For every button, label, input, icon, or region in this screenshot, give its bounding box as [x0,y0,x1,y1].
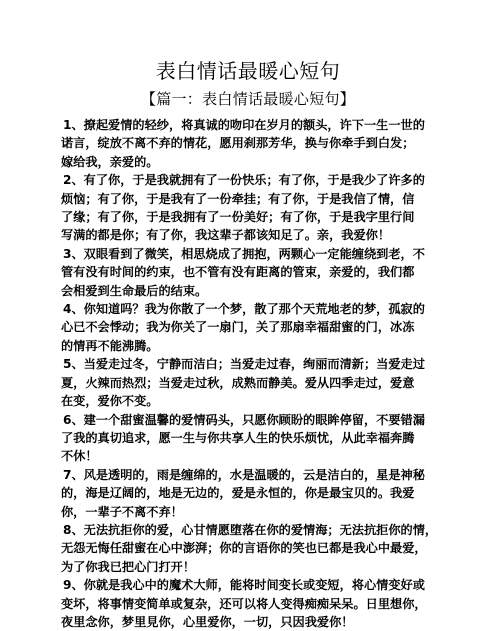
paragraph [61,355,439,410]
paragraph-line: 无怨无悔任甜蜜在心中澎湃；你的言语你的笑也已都是我心中最爱， [61,541,427,556]
paragraph-line: 了缘；有了你，于是我拥有了一份美好；有了你，于是我字里行间 [61,210,415,225]
paragraph [61,521,439,576]
section-heading: 【篇一：表白情话最暖心短句】 [140,90,356,108]
paragraph-line: 夏，火辣而热烈；当爱走过秋，成熟而静美。爱从四季走过，爱意 [61,375,415,390]
paragraph-line: 9、你就是我心中的魔术大师，能将时间变长或变短，将心情变好或 [63,578,425,593]
paragraph-line: 诺言，绽放不离不弃的情花，愿用刹那芳华，换与你牵手到白发； [61,136,415,151]
document-body [61,116,439,631]
paragraph [61,300,439,355]
paragraph-line: 烦恼；有了你，于是我有了一份牵挂；有了你，于是我信了情，信 [61,191,415,206]
document-title: 表白情话最暖心短句 [155,59,341,83]
paragraph-line: 了我的真切追求，愿一生与你共享人生的快乐烦忧，从此幸福奔腾 [61,430,415,445]
paragraph-line: 的，海是辽阔的，地是无边的，爱是永恒的，你是最宝贝的。我爱 [61,486,415,501]
paragraph-line: 1、撩起爱情的轻纱，将真诚的吻印在岁月的额头，许下一生一世的 [63,118,425,132]
paragraph-line: 5、当爱走过冬，宁静而洁白；当爱走过春，绚丽而清新；当爱走过 [63,357,425,372]
paragraph-line: 不休！ [61,449,98,464]
paragraph-line: 心已不会悸动；我为你关了一扇门，关了那扇幸福甜蜜的门，冰冻 [61,320,415,335]
paragraph-line: 写满的都是你；有了你，我这辈子都该知足了。亲，我爱你！ [61,228,391,243]
paragraph-line: 6、建一个甜蜜温馨的爱情码头，只愿你顾盼的眼眸停留，不要错漏 [63,412,425,427]
paragraph [61,466,439,521]
paragraph-line: 2、有了你，于是我就拥有了一份快乐；有了你，于是我少了许多的 [63,173,425,188]
paragraph [61,245,439,300]
paragraph-line: 3、双眼看到了微笑，相思烧成了拥抱，两颗心一定能缠绕到老，不 [63,246,425,261]
paragraph [61,116,439,171]
paragraph [61,411,439,466]
paragraph-line: 7、风是透明的，雨是缠绵的，水是温暖的，云是洁白的，星是神秘 [63,467,425,482]
paragraph-line: 在变，爱你不变。 [61,394,159,409]
paragraph-line: 为了你我已把心门打开！ [61,559,196,574]
paragraph-line: 会相爱到生命最后的结束。 [61,283,208,298]
paragraph-line: 的情再不能沸腾。 [61,338,159,353]
paragraph-line: 你，一辈子不离不弃！ [61,504,183,519]
paragraph-line: 管有没有时间的约束，也不管有没有距离的管束，亲爱的，我们都 [61,265,415,280]
paragraph-line: 夜里念你，梦里見你，心里爱你，一切，只因我爱你！ [61,614,354,629]
paragraph-line: 变坏，将事情变简单或复杂，还可以将人变得痴痴呆呆。日里想你， [61,596,427,611]
paragraph [61,171,439,245]
paragraph [61,576,439,631]
paragraph-line: 嫁给我，亲爱的。 [61,154,159,169]
paragraph-line: 8、无法抗拒你的爱，心甘情愿堕落在你的爱情海；无法抗拒你的情， [63,522,438,537]
paragraph-line: 4、你知道吗？我为你散了一个梦，散了那个天荒地老的梦，孤寂的 [63,302,425,317]
